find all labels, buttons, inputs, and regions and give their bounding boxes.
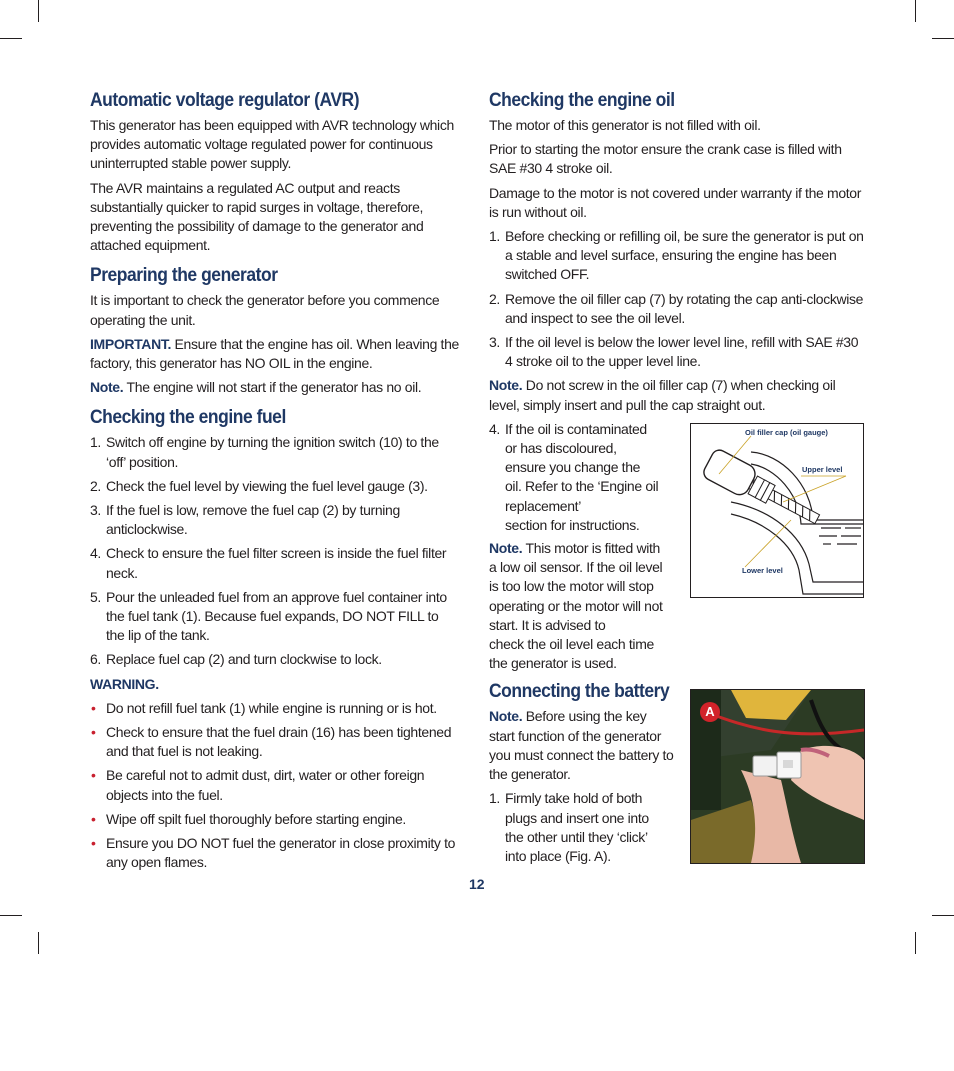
page-number: 12 [469,876,485,892]
text-line: into place (Fig. A). [505,847,611,864]
oil-paragraph-1: The motor of this generator is not filled with oil. [489,117,761,133]
step-number: 1. [489,228,500,245]
text-line: ensure you change the [505,459,641,476]
warning-text: Do not refill fuel tank (1) while engine is running or is hot. [106,699,437,716]
step-text: If the fuel is low, remove the fuel cap (2) by turning anticlockwise. [106,502,400,538]
warning-text: Wipe off spilt fuel thoroughly before starting engine. [106,810,406,827]
fuel-heading: Checking the engine fuel [90,407,286,429]
list-item [90,810,460,829]
oil-paragraph-3: Damage to the motor is not covered under warranty if the motor is run without oil. [489,184,862,220]
crop-mark [932,915,954,916]
text-span: Before using the key [522,708,647,725]
bullet-icon: • [91,699,96,716]
figure-a-badge: A [700,702,720,722]
step-number: 3. [90,502,101,519]
step-number: 5. [90,588,101,605]
lower-level-label: Lower level [742,566,783,575]
text-line: oil. Refer to the ‘Engine oil [505,478,659,495]
list-item [90,834,460,872]
crop-mark [38,932,39,954]
list-item [489,227,865,285]
step-text: Replace fuel cap (2) and turn clockwise to lock. [106,651,382,668]
avr-paragraph-1: This generator has been equipped with AVR technology which provides automatic voltage regulated power for continuous uninterrupted stable power supply. [90,117,454,172]
text-line: the generator. [489,766,571,783]
prep-important [90,335,460,373]
text-line: you must connect the battery to [489,746,674,763]
list-item [90,433,460,471]
text-line: Firmly take hold of both [505,790,643,807]
important-label: IMPORTANT. [90,335,172,352]
warning-label: WARNING. [90,675,159,692]
text-line: a low oil sensor. If the oil level [489,559,663,576]
step-number: 2. [489,290,500,307]
list-item [489,333,865,371]
text-line: the other until they ‘click’ [505,828,648,845]
text-span: This motor is fitted with [522,540,660,557]
note-label: Note. [90,379,124,396]
text-line: check the oil level each time [489,636,654,653]
text-line: start. It is advised to [489,616,606,633]
note-label: Note. [489,708,523,725]
step-text: Switch off engine by turning the ignition switch (10) to the ‘off’ position. [106,434,439,470]
crop-mark [932,38,954,39]
oil-paragraph-2: Prior to starting the motor ensure the crank case is filled with SAE #30 4 stroke oil. [489,141,842,177]
list-item [90,650,460,669]
text-line: or has discoloured, [505,440,617,457]
prep-heading: Preparing the generator [90,265,278,287]
avr-heading: Automatic voltage regulator (AVR) [90,90,360,111]
list-item [90,723,460,761]
crop-mark [0,38,22,39]
text-line: plugs and insert one into [505,809,649,826]
text-line: replacement’ [505,497,581,514]
list-item [90,477,460,496]
important-text: Ensure that the engine has oil. When leaving the factory, this generator has NO OIL in the engine. [90,335,459,372]
crop-mark [0,915,22,916]
step-number: 1. [90,434,101,451]
warning-list [90,699,460,873]
fuel-steps-list [90,433,460,669]
avr-paragraph-2: The AVR maintains a regulated AC output and reacts substantially quicker to rapid surges in voltage, therefore, preventing the possibility of damage to the generator and attached equipment. [90,179,424,254]
step-text: If the oil level is below the lower level line, refill with SAE #30 4 stroke oil to the upper level line. [505,334,859,370]
list-item [90,588,460,646]
step-number: 3. [489,334,500,351]
step-text: Before checking or refilling oil, be sure the generator is put on a stable and level surface, ensuring the engine has been switched OFF. [505,228,864,283]
oil-heading: Checking the engine oil [489,90,675,111]
list-item [489,290,865,328]
crop-mark [915,0,916,22]
note-text: Do not screw in the oil filler cap (7) when checking oil level, simply insert and pull the cap straight out. [489,377,836,413]
oil-gauge-diagram [690,423,864,598]
step-number: 4. [90,545,101,562]
oil-note [489,376,865,414]
bullet-icon: • [91,767,96,784]
note-text: The engine will not start if the generator has no oil. [123,379,422,396]
bullet-icon: • [91,724,96,741]
warning-text: Be careful not to admit dust, dirt, water or other foreign objects into the fuel. [106,767,425,803]
text-line: If the oil is contaminated [505,420,647,437]
text-line: the generator is used. [489,655,617,672]
upper-level-label: Upper level [802,465,843,474]
step-number: 2. [90,477,101,494]
list-item [90,501,460,539]
left-column [90,90,460,878]
note-label: Note. [489,540,523,557]
battery-connection-photo [690,689,865,864]
bullet-icon: • [91,810,96,827]
warning-text: Check to ensure that the fuel drain (16) has been tightened and that fuel is not leaking. [106,724,452,760]
oil-filler-cap-label: Oil filler cap (oil gauge) [745,428,828,437]
note-label: Note. [489,377,523,394]
battery-heading: Connecting the battery [489,681,670,703]
crop-mark [915,932,916,954]
prep-paragraph: It is important to check the generator before you commence operating the unit. [90,292,440,328]
oil-steps-list [489,227,865,371]
text-line: is too low the motor will stop [489,578,654,595]
warning-text: Ensure you DO NOT fuel the generator in close proximity to any open flames. [106,835,456,871]
list-item [90,766,460,804]
step-number: 4. [489,420,500,437]
list-item [90,699,460,718]
step-number: 1. [489,790,500,807]
step-text: Remove the oil filler cap (7) by rotating the cap anti-clockwise and inspect to see the oil level. [505,290,864,326]
list-item [90,544,460,582]
crop-mark [38,0,39,22]
prep-note [90,378,460,397]
text-line: operating or the motor will not [489,597,663,614]
step-text: Check to ensure the fuel filter screen is inside the fuel filter neck. [106,545,447,581]
bullet-icon: • [91,835,96,852]
text-line: start function of the generator [489,727,662,744]
step-number: 6. [90,651,101,668]
step-text: Pour the unleaded fuel from an approve fuel container into the fuel tank (1). Because fuel expands, DO NOT FILL to the lip of the tank. [106,588,447,644]
step-text: Check the fuel level by viewing the fuel level gauge (3). [106,477,428,494]
text-line: section for instructions. [505,516,640,533]
